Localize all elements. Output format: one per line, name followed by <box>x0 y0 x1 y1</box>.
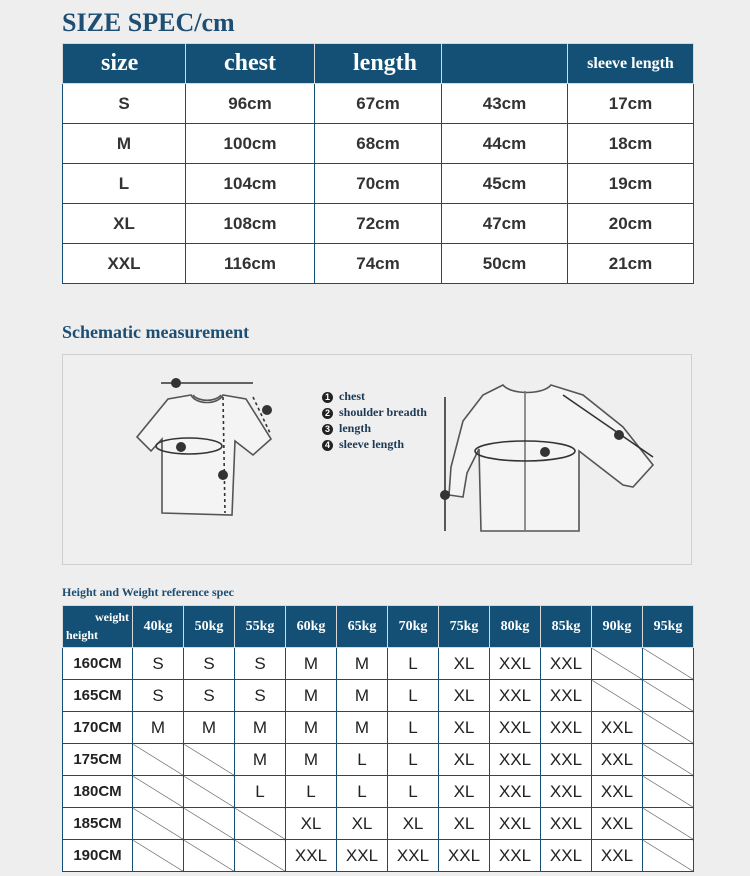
spec-value-cell: 104cm <box>186 164 315 204</box>
reference-header <box>63 606 694 648</box>
height-label: 170CM <box>63 712 133 744</box>
size-cell: M <box>286 744 337 776</box>
size-cell: XXL <box>490 712 541 744</box>
weight-header: 80kg <box>490 606 541 648</box>
spec-value-cell: 20cm <box>568 204 694 244</box>
empty-cell <box>133 776 184 808</box>
size-cell: S <box>133 680 184 712</box>
spec-value-cell: 45cm <box>442 164 568 204</box>
size-cell: XL <box>286 808 337 840</box>
spec-value-cell: 68cm <box>315 124 442 164</box>
size-cell: M <box>133 712 184 744</box>
legend-number: 2 <box>322 408 333 419</box>
tshirt-drawing <box>137 378 272 515</box>
height-label: 190CM <box>63 840 133 872</box>
size-cell: XXL <box>541 840 592 872</box>
header-length: length <box>315 44 442 84</box>
spec-row <box>63 204 694 244</box>
size-cell: L <box>388 776 439 808</box>
legend-number: 3 <box>322 424 333 435</box>
weight-header: 75kg <box>439 606 490 648</box>
height-weight-table <box>62 605 694 872</box>
size-cell: M <box>235 712 286 744</box>
spec-value-cell: 74cm <box>315 244 442 284</box>
header-chest: chest <box>186 44 315 84</box>
spec-value-cell: 18cm <box>568 124 694 164</box>
size-cell: M <box>337 648 388 680</box>
empty-cell <box>592 680 643 712</box>
spec-value-cell: 72cm <box>315 204 442 244</box>
size-cell: XXL <box>541 808 592 840</box>
size-cell: XXL <box>490 680 541 712</box>
spec-size-cell: M <box>63 124 186 164</box>
legend-item-shoulder <box>322 404 427 420</box>
empty-cell <box>592 648 643 680</box>
size-cell: M <box>337 680 388 712</box>
size-cell: M <box>235 744 286 776</box>
schematic-title: Schematic measurement <box>62 322 250 342</box>
reference-row <box>63 648 694 680</box>
schematic-diagram <box>62 354 692 565</box>
size-cell: XXL <box>337 840 388 872</box>
size-cell: XXL <box>286 840 337 872</box>
size-cell: XXL <box>541 744 592 776</box>
empty-cell <box>184 840 235 872</box>
size-cell: S <box>184 648 235 680</box>
size-cell: XXL <box>439 840 490 872</box>
spec-value-cell: 100cm <box>186 124 315 164</box>
empty-cell <box>643 840 694 872</box>
size-cell: L <box>388 712 439 744</box>
empty-cell <box>643 712 694 744</box>
reference-row <box>63 744 694 776</box>
size-cell: XXL <box>592 744 643 776</box>
size-cell: XL <box>337 808 388 840</box>
size-cell: XXL <box>541 776 592 808</box>
spec-value-cell: 116cm <box>186 244 315 284</box>
header-sleeve-length: sleeve length <box>568 44 694 84</box>
size-cell: M <box>337 712 388 744</box>
size-cell: XL <box>439 776 490 808</box>
empty-cell <box>184 744 235 776</box>
size-cell: XL <box>439 712 490 744</box>
size-cell: XL <box>439 808 490 840</box>
weight-header: 65kg <box>337 606 388 648</box>
weight-header: 70kg <box>388 606 439 648</box>
empty-cell <box>235 840 286 872</box>
size-cell: L <box>388 648 439 680</box>
size-cell: S <box>133 648 184 680</box>
corner-weight-label: weight <box>95 610 129 624</box>
height-label: 185CM <box>63 808 133 840</box>
weight-header: 40kg <box>133 606 184 648</box>
size-cell: S <box>235 648 286 680</box>
reference-row <box>63 712 694 744</box>
header-size: size <box>63 44 186 84</box>
measurement-legend <box>322 388 427 452</box>
size-cell: XXL <box>490 808 541 840</box>
size-cell: XXL <box>388 840 439 872</box>
size-cell: XXL <box>541 712 592 744</box>
weight-header: 95kg <box>643 606 694 648</box>
size-cell: M <box>286 680 337 712</box>
legend-label: length <box>339 421 372 435</box>
empty-cell <box>133 808 184 840</box>
spec-value-cell: 96cm <box>186 84 315 124</box>
size-cell: XL <box>439 648 490 680</box>
legend-label: chest <box>339 389 365 403</box>
spec-row <box>63 244 694 284</box>
legend-number: 1 <box>322 392 333 403</box>
height-label: 175CM <box>63 744 133 776</box>
reference-row <box>63 808 694 840</box>
spec-value-cell: 43cm <box>442 84 568 124</box>
size-cell: S <box>235 680 286 712</box>
empty-cell <box>133 840 184 872</box>
spec-value-cell: 50cm <box>442 244 568 284</box>
reference-title: Height and Weight reference spec <box>62 585 234 599</box>
size-cell: M <box>184 712 235 744</box>
legend-item-chest <box>322 388 427 404</box>
size-cell: XXL <box>592 712 643 744</box>
corner-cell <box>63 606 133 648</box>
spec-size-cell: XL <box>63 204 186 244</box>
spec-value-cell: 108cm <box>186 204 315 244</box>
size-cell: XXL <box>541 648 592 680</box>
size-cell: L <box>388 744 439 776</box>
size-cell: L <box>337 744 388 776</box>
reference-row <box>63 680 694 712</box>
page-title: SIZE SPEC/cm <box>62 8 235 37</box>
legend-item-sleeve <box>322 436 427 452</box>
size-cell: XXL <box>490 776 541 808</box>
weight-header: 55kg <box>235 606 286 648</box>
empty-cell <box>643 776 694 808</box>
size-cell: XXL <box>490 648 541 680</box>
weight-header: 85kg <box>541 606 592 648</box>
size-cell: L <box>235 776 286 808</box>
spec-row <box>63 164 694 204</box>
legend-item-length <box>322 420 427 436</box>
spec-row <box>63 84 694 124</box>
spec-value-cell: 17cm <box>568 84 694 124</box>
garment-illustration <box>63 355 691 564</box>
spec-size-cell: XXL <box>63 244 186 284</box>
size-cell: XXL <box>490 840 541 872</box>
legend-label: shoulder breadth <box>339 405 427 419</box>
spec-value-cell: 70cm <box>315 164 442 204</box>
size-cell: XXL <box>592 776 643 808</box>
size-cell: L <box>388 680 439 712</box>
size-cell: XXL <box>592 840 643 872</box>
size-cell: M <box>286 712 337 744</box>
empty-cell <box>643 648 694 680</box>
spec-value-cell: 44cm <box>442 124 568 164</box>
size-spec-table <box>62 43 694 284</box>
size-cell: XXL <box>592 808 643 840</box>
corner-height-label: height <box>66 628 99 642</box>
legend-label: sleeve length <box>339 437 404 451</box>
size-cell: XL <box>439 744 490 776</box>
size-cell: S <box>184 680 235 712</box>
weight-header: 90kg <box>592 606 643 648</box>
empty-cell <box>643 744 694 776</box>
empty-cell <box>184 776 235 808</box>
empty-cell <box>643 808 694 840</box>
size-cell: L <box>286 776 337 808</box>
spec-row <box>63 124 694 164</box>
reference-row <box>63 840 694 872</box>
shirt-drawing <box>440 385 653 531</box>
empty-cell <box>133 744 184 776</box>
empty-cell <box>184 808 235 840</box>
spec-value-cell: 21cm <box>568 244 694 284</box>
size-cell: XXL <box>541 680 592 712</box>
spec-value-cell: 67cm <box>315 84 442 124</box>
spec-size-cell: L <box>63 164 186 204</box>
height-label: 160CM <box>63 648 133 680</box>
weight-header: 60kg <box>286 606 337 648</box>
size-cell: L <box>337 776 388 808</box>
height-label: 165CM <box>63 680 133 712</box>
reference-row <box>63 776 694 808</box>
size-spec-header <box>63 44 694 84</box>
header-blank <box>442 44 568 84</box>
size-cell: M <box>286 648 337 680</box>
height-label: 180CM <box>63 776 133 808</box>
spec-size-cell: S <box>63 84 186 124</box>
size-cell: XXL <box>490 744 541 776</box>
spec-value-cell: 19cm <box>568 164 694 204</box>
size-cell: XL <box>388 808 439 840</box>
spec-value-cell: 47cm <box>442 204 568 244</box>
size-cell: XL <box>439 680 490 712</box>
empty-cell <box>235 808 286 840</box>
legend-number: 4 <box>322 440 333 451</box>
empty-cell <box>643 680 694 712</box>
weight-header: 50kg <box>184 606 235 648</box>
